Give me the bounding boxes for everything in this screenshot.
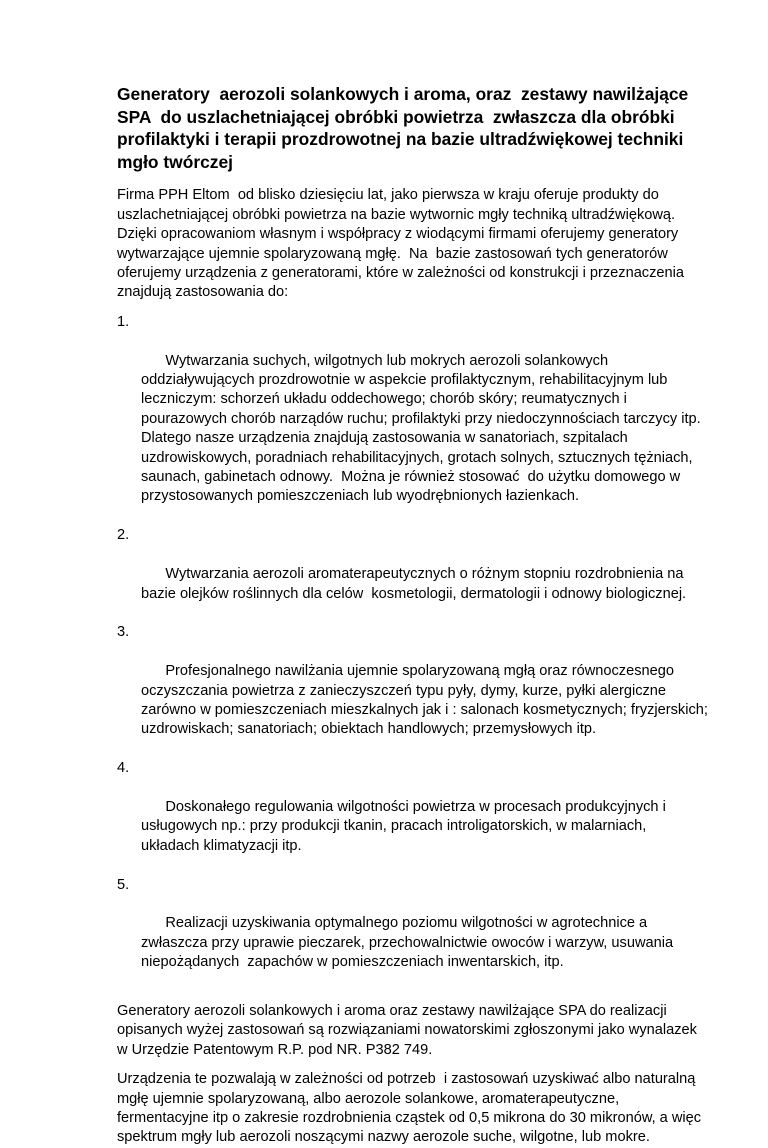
list-item-text: Doskonałego regulowania wilgotności powietrza w procesach produkcyjnych i usługowych np.: przy produkcji tkanin, pracach introligatorskich, w malarniach, układach klimatyzacji itp.: [141, 798, 670, 854]
list-item: [117, 526, 708, 623]
patent-paragraph: Generatory aerozoli solankowych i aroma oraz zestawy nawilżające SPA do realizacji opisanych wyżej zastosowań są rozwiązaniami nowatorskimi zgłoszonymi jako wynalazek w Urzędzie Patentowym R.P. pod NR. P382 749.: [117, 1003, 702, 1058]
list-item: [117, 876, 708, 992]
list-item-number: 1.: [117, 313, 130, 330]
list-item: [117, 623, 712, 759]
list-item-number: 2.: [117, 527, 130, 544]
list-item-text: Realizacji uzyskiwania optymalnego poziomu wilgotności w agrotechnice a zwłaszcza przy uprawie pieczarek, przechowalnictwie owoców i warzyw, usuwania niepożądanych zapachów w pomieszczeniach inwentarskich, itp.: [141, 915, 678, 971]
intro-paragraph: Firma PPH Eltom od blisko dziesięciu lat, jako pierwsza w kraju oferuje produkty do uszlachetniającej obróbki powietrza na bazie wytwornic mgły techniką ultradźwiękową. Dzięki opracowaniom własnym i współpracy z wiodącymi firmami oferujemy generatory wytwarzające ujemnie spolaryzowaną mgłę. Na bazie zastosowań tych generatorów oferujemy urządzenia z generatorami, które w zależności od konstrukcji i przeznaczenia znajdują zastosowania do:: [117, 187, 689, 301]
list-item-number: 5.: [117, 876, 130, 893]
list-item: [117, 313, 708, 526]
list-item-text: Wytwarzania aerozoli aromaterapeutycznych o różnym stopniu rozdrobnienia na bazie olejków roślinnych dla celów kosmetologii, dermatologii i odnowy biologicznej.: [141, 566, 688, 602]
list-item-text: Wytwarzania suchych, wilgotnych lub mokrych aerozoli solankowych oddziaływujących prozdrowotnie w aspekcie profilaktycznym, rehabilitacyjnym lub leczniczym: schorzeń układu oddechowego; chorób skóry; reumatycznych i pourazowych chorób narządów ruchu; profilaktyki przy niedoczynnościach tarczycy itp. Dlatego nasze urządzenia znajdują zastosowania w sanatoriach, szpitalach uzdrowiskowych, poradniach rehabilitacyjnych, grotach solnych, sztucznych tężniach, saunach, gabinetach odnowy. Można je również stosować do użytku domowego w przystosowanych pomieszczeniach lub wyodrębnionych łazienkach.: [141, 352, 705, 505]
applications-list: [117, 313, 712, 992]
devices-paragraph: Urządzenia te pozwalają w zależności od potrzeb i zastosowań uzyskiwać albo naturalną mgłę ujemnie spolaryzowaną, albo aerozole solankowe, aromaterapeutyczne, fermentacyjne itp o zakresie rozdrobnienia cząstek od 0,5 mikrona do 30 mikronów, a więc spektrum mgły lub aerozoli noszącymi nazwy aerozole suche, wilgotne, lub mokre.: [117, 1071, 706, 1146]
document-title: Generatory aerozoli solankowych i aroma, oraz zestawy nawilżające SPA do uszlachetniającej obróbki powietrza zwłaszcza dla obróbki profilaktyki i terapii prozdrowotnej na bazie ultradźwiękowej techniki mgło twórczej: [117, 84, 694, 172]
list-item: [117, 759, 708, 875]
list-item-number: 4.: [117, 760, 130, 777]
list-item-number: 3.: [117, 624, 130, 641]
list-item-text: Profesjonalnego nawilżania ujemnie spolaryzowaną mgłą oraz równoczesnego oczyszczania powietrza z zanieczyszczeń typu pyły, dymy, kurze, pyłki alergiczne zarówno w pomieszczeniach mieszkalnych jak i : salonach kosmetycznych; fryzjerskich; uzdrowiskach; sanatoriach; obiektach handlowych; przemysłowych itp.: [141, 663, 712, 738]
